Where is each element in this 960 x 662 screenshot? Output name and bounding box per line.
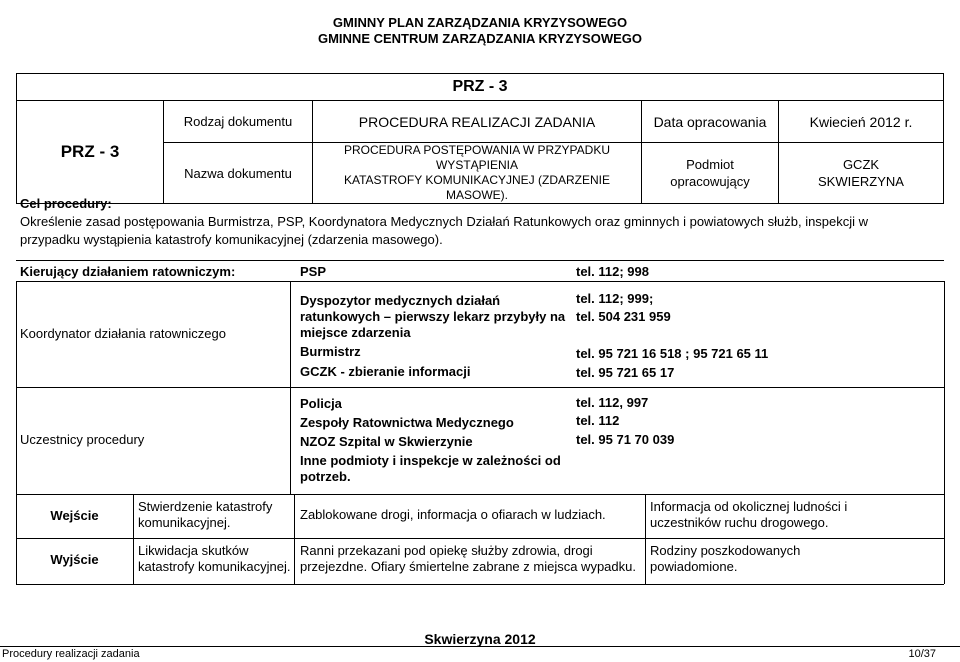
podmiot-value-line-1: GCZK (842, 157, 880, 172)
wyjscie-col3-line-2: powiadomione. (650, 559, 738, 574)
cel-label: Cel procedury: (20, 196, 112, 211)
uczestnicy-label: Uczestnicy procedury (20, 432, 145, 447)
divider (16, 538, 944, 539)
podmiot-value (779, 143, 944, 204)
divider (944, 281, 945, 494)
kierujacy-value: PSP (300, 264, 327, 279)
koordynator-label: Koordynator działania ratowniczego (20, 326, 226, 341)
nazwa-value-line-2: KATASTROFY KOMUNIKACYJNEJ (ZDARZENIE MASOWE). (343, 173, 611, 202)
rodzaj-label: Rodzaj dokumentu (164, 101, 313, 143)
rodzaj-value: PROCEDURA REALIZACJI ZADANIA (313, 101, 642, 143)
wyjscie-label: Wyjście (50, 552, 99, 567)
koordynator-entry: Burmistrz (300, 344, 361, 359)
uczestnik-tel: tel. 112, 997 (576, 395, 649, 410)
divider (944, 494, 945, 584)
podmiot-label (642, 143, 779, 204)
wejscie-label: Wejście (50, 508, 99, 523)
footer-left: Procedury realizacji zadania (2, 648, 140, 660)
wejscie-col2: Zablokowane drogi, informacja o ofiarach w ludziach. (300, 507, 606, 522)
procedure-header-table (16, 73, 944, 204)
divider (16, 387, 944, 388)
wejscie-col3-line-2: uczestników ruchu drogowego. (650, 515, 829, 530)
divider (294, 494, 295, 584)
procedure-code-title: PRZ - 3 (17, 74, 944, 101)
wejscie-col1-line-2: komunikacyjnej. (138, 515, 231, 530)
podmiot-label-line-2: opracowujący (670, 174, 750, 189)
uczestnik-entry: Inne podmioty i inspekcje w zależności od (300, 453, 561, 468)
wejscie-col1-line-1: Stwierdzenie katastrofy (138, 499, 273, 514)
koordynator-entry: Dyspozytor medycznych działań (300, 293, 501, 308)
kierujacy-tel: tel. 112; 998 (576, 264, 649, 279)
header-line-1: GMINNY PLAN ZARZĄDZANIA KRYZYSOWEGO (332, 15, 628, 30)
data-value: Kwiecień 2012 r. (779, 101, 944, 143)
cel-text-line-1: Określenie zasad postępowania Burmistrza, PSP, Koordynatora Medycznych Działań Ratunkowych oraz gminnych i powiatowych służb, inspekcji w (20, 214, 869, 229)
divider (645, 494, 646, 584)
footer-rule (0, 646, 960, 647)
koordynator-entry: GCZK - zbieranie informacji (300, 364, 471, 379)
wyjscie-col2-line-2: przejezdne. Ofiary śmiertelne zabrane z miejsca wypadku. (300, 559, 636, 574)
uczestnik-entry: potrzeb. (300, 469, 351, 484)
kierujacy-label: Kierujący działaniem ratowniczym: (20, 264, 236, 279)
koordynator-tel: tel. 112; 999; (576, 291, 654, 306)
podmiot-value-line-2: SKWIERZYNA (818, 174, 904, 189)
uczestnik-entry: Zespoły Ratownictwa Medycznego (300, 415, 514, 430)
divider (16, 584, 944, 585)
wyjscie-col1-line-2: katastrofy komunikacyjnej. (138, 559, 291, 574)
uczestnik-entry: NZOZ Szpital w Skwierzynie (300, 434, 473, 449)
uczestnik-tel: tel. 112 (576, 413, 620, 428)
koordynator-entry: ratunkowych – pierwszy lekarz przybyły na (300, 309, 566, 324)
koordynator-entry: miejsce zdarzenia (300, 325, 411, 340)
nazwa-label: Nazwa dokumentu (164, 143, 313, 204)
nazwa-value (313, 143, 642, 204)
divider (16, 260, 944, 261)
koordynator-tel: tel. 504 231 959 (576, 309, 671, 324)
koordynator-tel: tel. 95 721 16 518 ; 95 721 65 11 (576, 346, 769, 361)
divider (133, 494, 134, 584)
footer-center: Skwierzyna 2012 (424, 631, 536, 647)
header-line-2: GMINNE CENTRUM ZARZĄDZANIA KRYZYSOWEGO (317, 31, 643, 46)
divider (16, 281, 944, 282)
procedure-code-cell: PRZ - 3 (17, 101, 164, 204)
wejscie-col3-line-1: Informacja od okolicznej ludności i (650, 499, 848, 514)
wyjscie-col2-line-1: Ranni przekazani pod opiekę służby zdrowia, drogi (300, 543, 593, 558)
divider (16, 494, 944, 495)
cel-text-line-2: przypadku wystąpienia katastrofy komunikacyjnej (zdarzenia masowego). (20, 232, 443, 247)
page-number: 10/37 (908, 648, 936, 660)
wyjscie-col3-line-1: Rodziny poszkodowanych (650, 543, 801, 558)
uczestnik-entry: Policja (300, 396, 342, 411)
uczestnik-tel: tel. 95 71 70 039 (576, 432, 675, 447)
data-label: Data opracowania (642, 101, 779, 143)
podmiot-label-line-1: Podmiot (686, 157, 734, 172)
wyjscie-col1-line-1: Likwidacja skutków (138, 543, 249, 558)
nazwa-value-line-1: PROCEDURA POSTĘPOWANIA W PRZYPADKU WYSTĄPIENIA (343, 143, 611, 172)
koordynator-tel: tel. 95 721 65 17 (576, 365, 675, 380)
